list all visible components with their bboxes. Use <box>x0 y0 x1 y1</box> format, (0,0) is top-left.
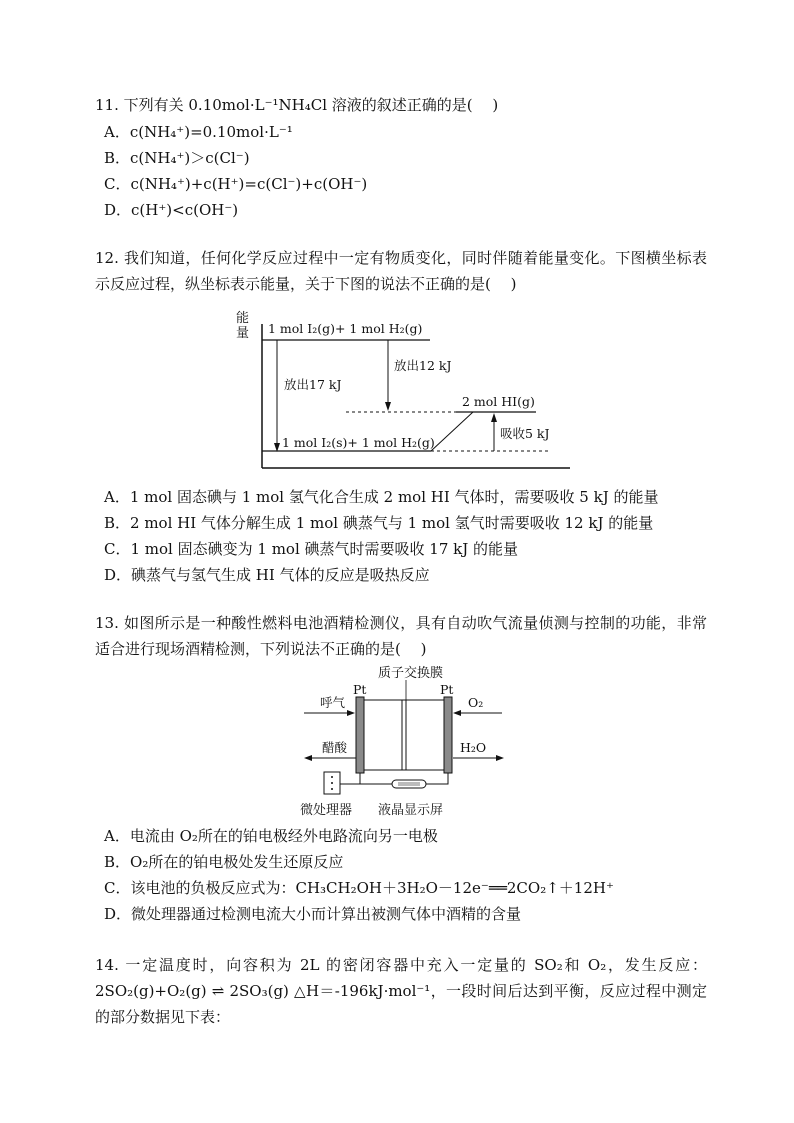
top-level-label: 1 mol I₂(g)+ 1 mol H₂(g) <box>268 321 423 336</box>
q12-option-b: B．2 mol HI 气体分解生成 1 mol 碘蒸气与 1 mol 氢气时需要吸收 12 kJ 的能量 <box>104 514 654 532</box>
energy-ylabel-top: 能 <box>236 311 250 326</box>
processor-dot <box>331 788 333 790</box>
bottom-level-label: 1 mol I₂(s)+ 1 mol H₂(g) <box>282 435 435 450</box>
breath-arrowhead <box>347 710 355 716</box>
q14-stem: 14. 一定温度时，向容积为 2L 的密闭容器中充入一定量的 SO₂和 O₂，发生反应：2SO₂(g)+O₂(g) ⇌ 2SO₃(g) △H＝-196kJ·mol⁻¹，一段时间后达到平衡，反应过程中测定的部分数据见下表： <box>95 956 707 1026</box>
q11-option-c: C．c(NH₄⁺)+c(H⁺)=c(Cl⁻)+c(OH⁻) <box>104 175 368 193</box>
display-label: 液晶显示屏 <box>378 803 444 818</box>
h2o-arrowhead <box>496 755 504 761</box>
q11-stem: 11. 下列有关 0.10mol·L⁻¹NH₄Cl 溶液的叙述正确的是( ) <box>95 96 499 114</box>
pt-left-label: Pt <box>353 682 367 697</box>
right-pt-electrode <box>444 697 452 773</box>
left-pt-electrode <box>356 697 364 773</box>
release-17-label: 放出17 kJ <box>284 377 342 392</box>
absorb-5-arrowhead <box>491 413 497 422</box>
hi-level-label: 2 mol HI(g) <box>462 394 535 409</box>
release-12-arrowhead <box>385 402 391 411</box>
pt-right-label: Pt <box>440 682 454 697</box>
q12-stem: 12. 我们知道，任何化学反应过程中一定有物质变化，同时伴随着能量变化。下图横坐标表示反应过程，纵坐标表示能量，关于下图的说法不正确的是( ) <box>95 249 707 293</box>
q11-option-b: B．c(NH₄⁺)＞c(Cl⁻) <box>104 149 250 167</box>
o2-arrowhead <box>453 710 461 716</box>
o2-label: O₂ <box>468 695 484 710</box>
q13-option-a: A．电流由 O₂所在的铂电极经外电路流向另一电极 <box>104 827 438 845</box>
processor-dot <box>331 776 333 778</box>
q13-option-c: C．该电池的负极反应式为：CH₃CH₂OH＋3H₂O－12e⁻══2CO₂↑＋12H⁺ <box>104 879 614 897</box>
fuel-cell-diagram <box>298 662 510 822</box>
release-12-label: 放出12 kJ <box>394 358 452 373</box>
circuit-left-wire <box>338 773 360 784</box>
processor-dot <box>331 782 333 784</box>
q11-option-a: A．c(NH₄⁺)=0.10mol·L⁻¹ <box>104 123 293 141</box>
acetic-label: 醋酸 <box>322 740 348 755</box>
q12-option-a: A．1 mol 固态碘与 1 mol 氢气化合生成 2 mol HI 气体时，需要吸收 5 kJ 的能量 <box>104 488 659 506</box>
absorb-5-label: 吸收5 kJ <box>500 426 550 441</box>
q13-stem: 13. 如图所示是一种酸性燃料电池酒精检测仪，具有自动吹气流量侦测与控制的功能，非常适合进行现场酒精检测，下列说法不正确的是( ) <box>95 614 707 658</box>
h2o-label: H₂O <box>460 740 487 755</box>
membrane-label: 质子交换膜 <box>378 666 444 681</box>
lcd-screen <box>398 782 420 786</box>
q12-option-c: C．1 mol 固态碘变为 1 mol 碘蒸气时需要吸收 17 kJ 的能量 <box>104 540 519 558</box>
q12-option-d: D．碘蒸气与氢气生成 HI 气体的反应是吸热反应 <box>104 566 430 584</box>
q11-option-d: D．c(H⁺)<c(OH⁻) <box>104 201 239 219</box>
energy-diagram <box>228 306 573 474</box>
breath-label: 呼气 <box>320 695 346 710</box>
acetic-arrowhead <box>304 755 312 761</box>
energy-ylabel-bottom: 量 <box>236 326 250 341</box>
reaction-path-line <box>431 412 473 451</box>
q13-option-b: B．O₂所在的铂电极处发生还原反应 <box>104 853 344 871</box>
q13-option-d: D．微处理器通过检测电流大小而计算出被测气体中酒精的含量 <box>104 905 522 923</box>
cell-body <box>364 700 444 770</box>
processor-label: 微处理器 <box>300 803 353 818</box>
